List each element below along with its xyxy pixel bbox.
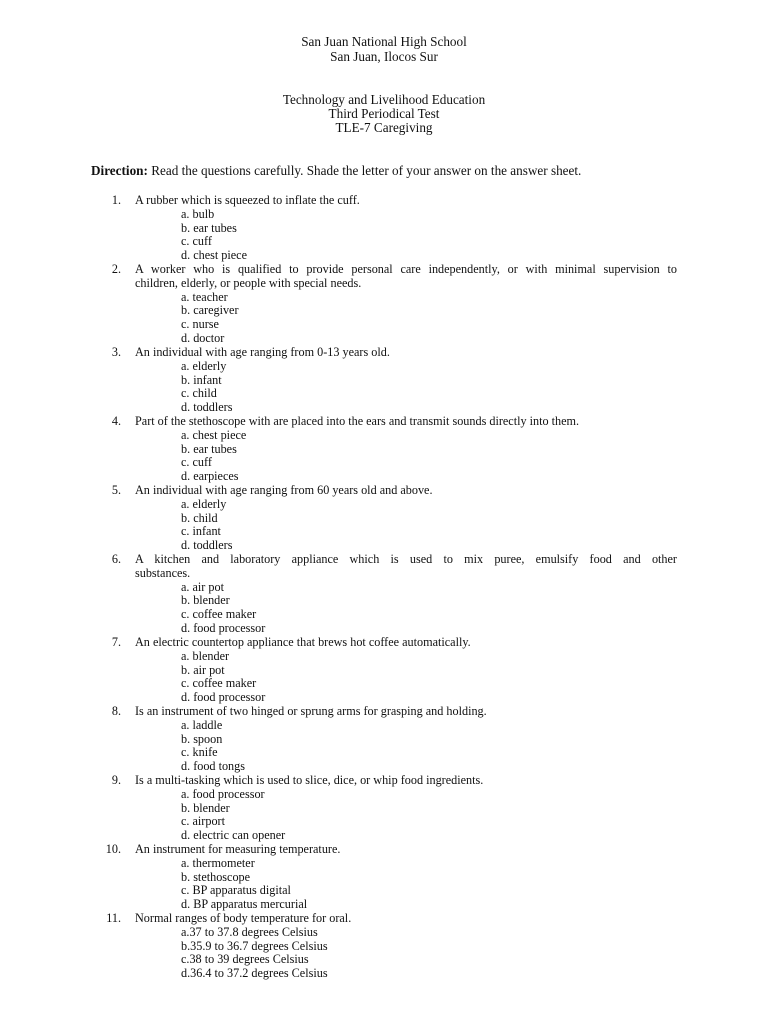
answer-option: d. doctor: [181, 331, 225, 345]
answer-option: d. food processor: [181, 621, 266, 635]
question-text: A kitchen and laboratory appliance which is used to mix puree, emulsify food and other: [135, 552, 677, 566]
answer-option: a. food processor: [181, 786, 265, 801]
question-text: children, elderly, or people with special needs.: [135, 275, 362, 290]
answer-option: c. coffee maker: [181, 607, 257, 622]
answer-option: a. elderly: [181, 496, 227, 511]
answer-option: b. ear tubes: [181, 441, 237, 456]
school-address: San Juan, Ilocos Sur: [330, 49, 438, 64]
question-text: An instrument for measuring temperature.: [135, 842, 341, 856]
direction: [91, 163, 731, 179]
answer-option: a. chest piece: [181, 427, 247, 442]
answer-option: c. knife: [181, 745, 218, 760]
answer-option: c. BP apparatus digital: [181, 883, 291, 898]
answer-option: d. toddlers: [181, 538, 233, 553]
question-text: A rubber which is squeezed to inflate the cuff.: [135, 193, 360, 207]
question-number: 9.: [111, 773, 121, 787]
question-number: 4.: [111, 414, 121, 428]
answer-option: a. bulb: [181, 206, 215, 221]
question-number: 5.: [111, 483, 121, 497]
answer-option: d. electric can opener: [181, 828, 286, 843]
answer-option: c. cuff: [181, 234, 212, 249]
answer-option: a. air pot: [181, 579, 224, 594]
answer-option: c. nurse: [181, 317, 219, 332]
question-number: 7.: [111, 635, 121, 649]
question-number: 6.: [111, 552, 121, 566]
question-text: An electric countertop appliance that brews hot coffee automatically.: [135, 635, 471, 649]
answer-option: c. cuff: [181, 455, 212, 470]
question-text: substances.: [135, 565, 191, 580]
question-number: 8.: [111, 704, 121, 718]
question-text: An individual with age ranging from 60 years old and above.: [135, 483, 433, 497]
answer-option: a. blender: [181, 648, 230, 663]
answer-option: a. elderly: [181, 358, 227, 373]
answer-option: d. BP apparatus mercurial: [181, 897, 308, 912]
direction-text: Read the questions carefully. Shade the letter of your answer on the answer sheet.: [147, 163, 582, 178]
question-number: 11.: [106, 911, 121, 925]
answer-option: a. thermometer: [181, 855, 255, 870]
question-number: 1.: [111, 193, 121, 207]
answer-option: c. coffee maker: [181, 676, 257, 691]
answer-option: b. spoon: [181, 731, 223, 746]
question-text: A worker who is qualified to provide personal care independently, or with minimal supervision to: [135, 262, 677, 276]
answer-option: d. food processor: [181, 690, 266, 705]
answer-option: c. airport: [181, 814, 225, 829]
answer-option: d. food tongs: [181, 759, 245, 774]
answer-option: b. blender: [181, 593, 230, 608]
question-text: Normal ranges of body temperature for oral.: [135, 911, 352, 925]
test-title: Third Periodical Test: [328, 106, 440, 121]
answer-option: b. stethoscope: [181, 869, 251, 884]
answer-option: c. child: [181, 386, 217, 401]
question-number: 2.: [111, 262, 121, 276]
answer-option: b. air pot: [181, 662, 225, 677]
answer-option: c. infant: [181, 524, 221, 539]
answer-option: b. child: [181, 510, 218, 525]
answer-option: a. teacher: [181, 289, 228, 304]
answer-option: d. earpieces: [181, 469, 239, 484]
question-number: 3.: [111, 345, 121, 359]
answer-option: d.36.4 to 37.2 degrees Celsius: [181, 966, 328, 981]
answer-option: d. toddlers: [181, 400, 233, 415]
answer-option: b. ear tubes: [181, 220, 237, 235]
answer-option: b.35.9 to 36.7 degrees Celsius: [181, 938, 328, 953]
answer-option: c.38 to 39 degrees Celsius: [181, 952, 309, 967]
answer-option: b. blender: [181, 800, 230, 815]
subject-title: Technology and Livelihood Education: [282, 92, 486, 107]
question-text: Part of the stethoscope with are placed into the ears and transmit sounds directly into them.: [135, 414, 580, 428]
question-number: 10.: [105, 842, 121, 856]
question-text: Is an instrument of two hinged or sprung arms for grasping and holding.: [135, 704, 487, 718]
answer-option: d. chest piece: [181, 248, 247, 263]
answer-option: b. infant: [181, 372, 222, 387]
answer-option: b. caregiver: [181, 303, 239, 318]
school-name: San Juan National High School: [301, 34, 467, 49]
direction-label: Direction:: [91, 163, 148, 178]
answer-option: a.37 to 37.8 degrees Celsius: [181, 924, 318, 939]
question-text: Is a multi-tasking which is used to slice, dice, or whip food ingredients.: [135, 773, 484, 787]
answer-option: a. laddle: [181, 717, 223, 732]
course-title: TLE-7 Caregiving: [335, 120, 433, 135]
question-text: An individual with age ranging from 0-13 years old.: [135, 345, 390, 359]
